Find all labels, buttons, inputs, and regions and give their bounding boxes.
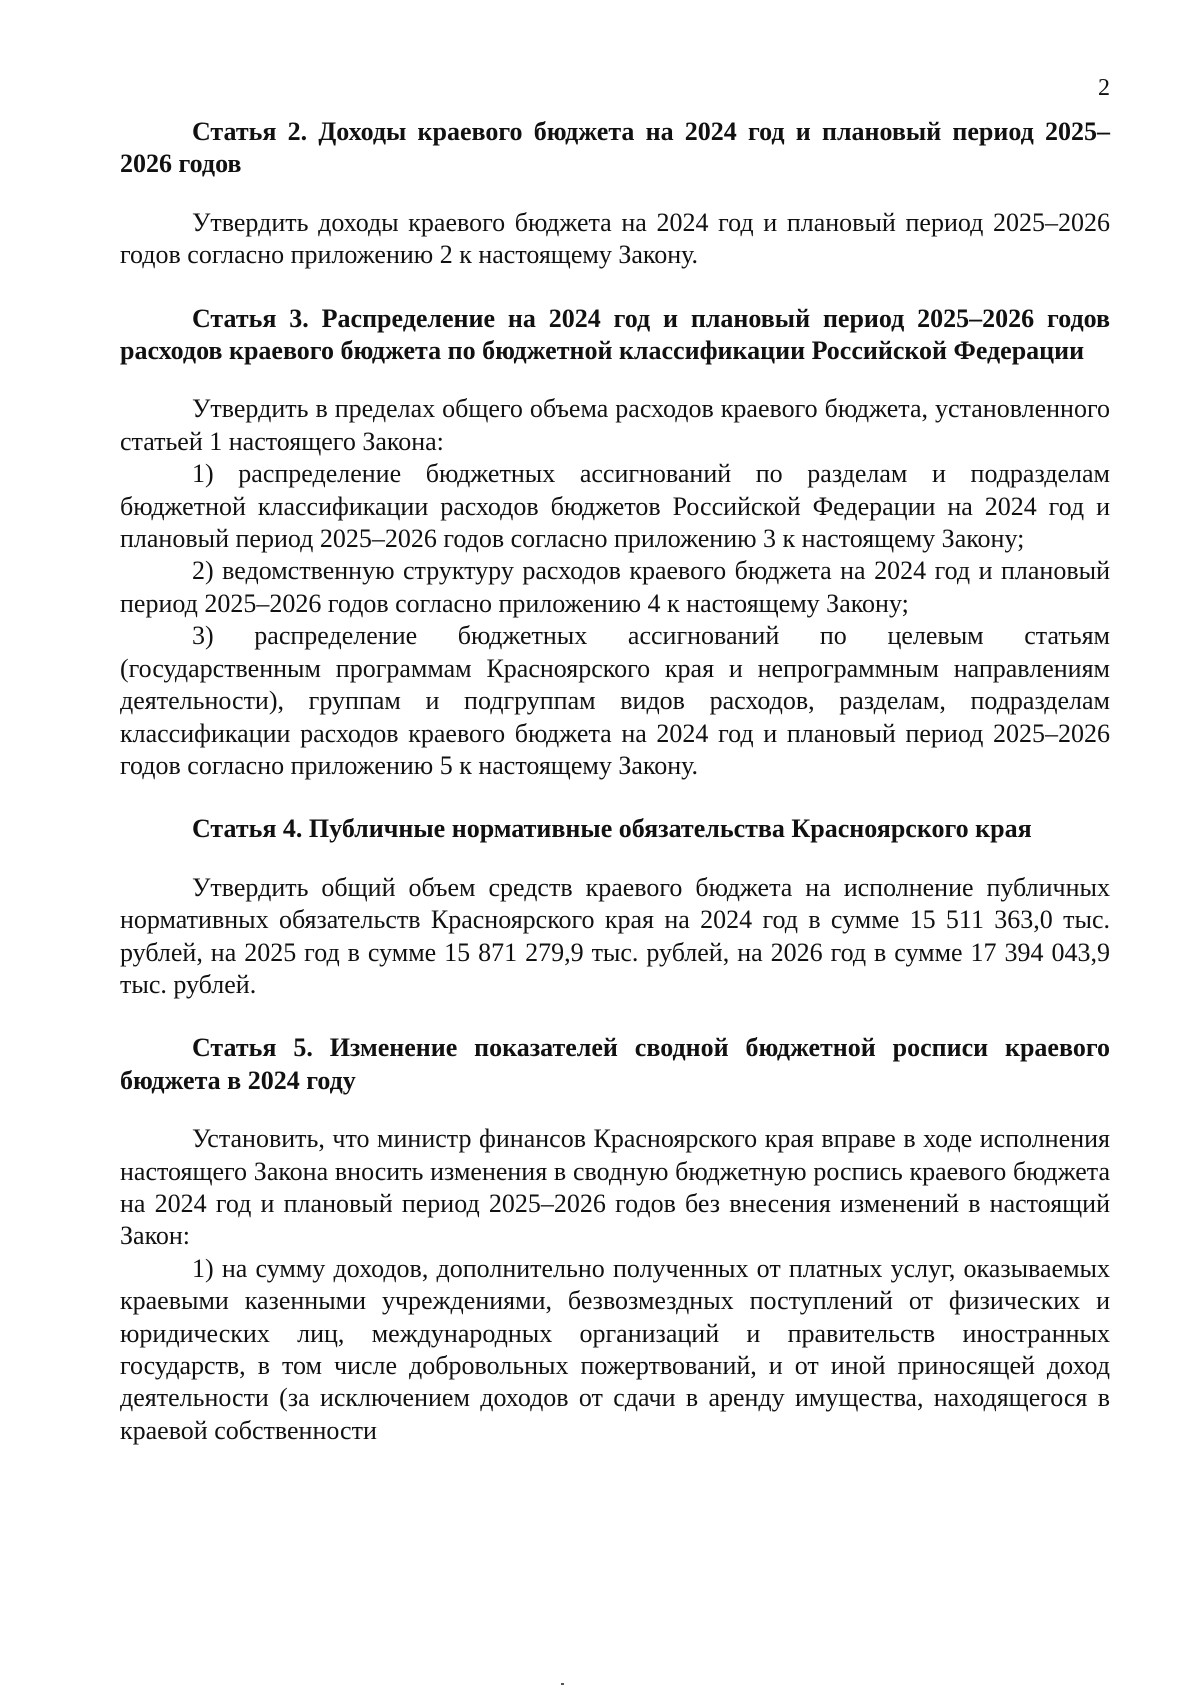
- page-number: 2: [1098, 75, 1110, 101]
- article-5-title: Статья 5. Изменение показателей сводной бюджетной росписи краевого бюджета в 2024 году: [120, 1033, 1110, 1095]
- article-3-paragraph-1: Утвердить в пределах общего объема расходов краевого бюджета, установленного статьей 1 настоящего Закона:: [120, 394, 1110, 456]
- article-2: [120, 116, 1110, 272]
- article-4: [120, 813, 1110, 1001]
- article-4-paragraph-1: Утвердить общий объем средств краевого бюджета на исполнение публичных нормативных обязательств Красноярского края на 2024 год в сумме 15 511 363,0 тыс. рублей, на 2025 год в сумме 15 871 279,9 тыс. рублей, на 2026 год в сумме 17 394 043,9 тыс. рублей.: [120, 872, 1110, 999]
- spacer: [120, 782, 1110, 813]
- spacer: [120, 846, 1110, 872]
- article-2-title: Статья 2. Доходы краевого бюджета на 2024 год и плановый период 2025–2026 годов: [120, 117, 1110, 179]
- article-3: [120, 303, 1110, 783]
- spacer: [120, 1097, 1110, 1123]
- document-body: [120, 116, 1110, 1447]
- article-3-item-3: 3) распределение бюджетных ассигнований по целевым статьям (государственным программам Красноярского края и непрограммным направлениям деятельности), группам и подгруппам видов расходов, разделам, подразделам классификации расходов краевого бюджета на 2024 год и плановый период 2025–2026 годов согласно приложению 5 к настоящему Закону.: [120, 621, 1110, 780]
- spacer: [120, 367, 1110, 393]
- article-4-title: Статья 4. Публичные нормативные обязательства Красноярского края: [192, 814, 1032, 844]
- article-3-item-2: 2) ведомственную структуру расходов краевого бюджета на 2024 год и плановый период 2025–2026 годов согласно приложению 4 к настоящему Закону;: [120, 556, 1110, 618]
- article-2-paragraph-1: Утвердить доходы краевого бюджета на 2024 год и плановый период 2025–2026 годов согласно приложению 2 к настоящему Закону.: [120, 207, 1110, 270]
- article-5: [120, 1032, 1110, 1447]
- scan-mark: [561, 1683, 564, 1685]
- article-5-paragraph-1: Установить, что министр финансов Красноярского края вправе в ходе исполнения настоящего Закона вносить изменения в сводную бюджетную роспись краевого бюджета на 2024 год и плановый период 2025–2026 годов без внесения изменений в настоящий Закон:: [120, 1124, 1110, 1251]
- spacer: [120, 181, 1110, 207]
- article-3-title: Статья 3. Распределение на 2024 год и плановый период 2025–2026 годов расходов краевого бюджета по бюджетной классификации Российской Федерации: [120, 303, 1110, 366]
- spacer: [120, 1001, 1110, 1032]
- article-5-item-1: 1) на сумму доходов, дополнительно полученных от платных услуг, оказываемых краевыми казенными учреждениями, безвозмездных поступлений от физических и юридических лиц, международных организаций и правительств иностранных государств, в том числе добровольных пожертвований, и от иной приносящей доход деятельности (за исключением доходов от сдачи в аренду имущества, находящегося в краевой собственности: [120, 1253, 1110, 1445]
- article-3-item-1: 1) распределение бюджетных ассигнований по разделам и подразделам бюджетной классификации расходов бюджетов Российской Федерации на 2024 год и плановый период 2025–2026 годов согласно приложению 3 к настоящему Закону;: [120, 459, 1110, 554]
- spacer: [120, 272, 1110, 303]
